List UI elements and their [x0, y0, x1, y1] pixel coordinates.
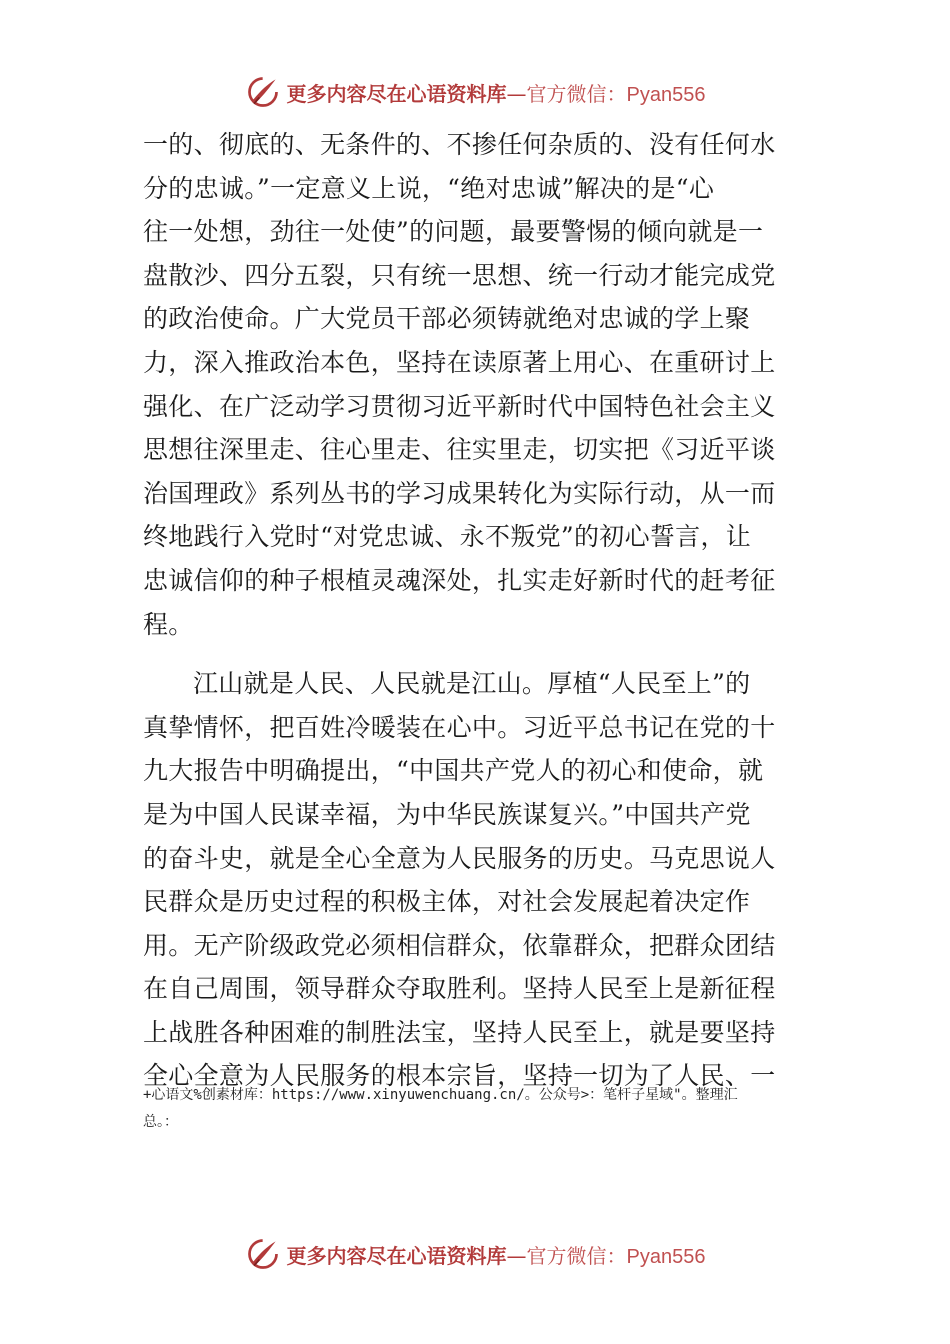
paragraph-gap	[143, 646, 793, 662]
text-line: 分的忠诚。”一定意义上说，“绝对忠诚”解决的是“心	[143, 173, 715, 203]
header-wechat-text: 官方微信：Pyan556	[526, 83, 706, 106]
text-line: 强化、在广泛动学习贯彻习近平新时代中国特色社会主义	[143, 391, 776, 421]
text-line: 民群众是历史过程的积极主体，对社会发展起着决定作	[143, 887, 751, 917]
header-separator: —	[506, 81, 527, 106]
quill-logo-icon	[245, 74, 281, 110]
text-line: 九大报告中明确提出，“中国共产党人的初心和使命，就	[143, 756, 764, 786]
footer-separator: —	[506, 1243, 527, 1268]
footnote	[143, 1082, 823, 1136]
header-brand-text: 更多内容尽在心语资料库	[286, 81, 507, 106]
text-line: 是为中国人民谋幸福，为中华民族谋复兴。”中国共产党	[143, 799, 751, 829]
quill-logo-icon	[245, 1236, 281, 1272]
text-line: 治国理政》系列丛书的学习成果转化为实际行动，从一而	[143, 478, 776, 508]
text-line: 往一处想，劲往一处使”的问题，最要警惕的倾向就是一	[143, 217, 764, 247]
text-line: 真挚情怀，把百姓冷暖装在心中。习近平总书记在党的十	[143, 712, 776, 742]
text-line: 力，深入推政治本色，坚持在读原著上用心、在重研讨上	[143, 347, 776, 377]
text-line: 思想往深里走、往心里走、往实里走，切实把《习近平谈	[143, 435, 776, 465]
footnote-line: 总。：	[143, 1114, 178, 1130]
text-line: 一的、彻底的、无条件的、不掺任何杂质的、没有任何水	[143, 130, 776, 159]
document-body	[143, 123, 793, 1098]
paragraph-1	[143, 123, 793, 646]
text-line: 的政治使命。广大党员干部必须铸就绝对忠诚的学上聚	[143, 304, 751, 334]
footer-banner	[0, 1234, 950, 1274]
text-line: 终地践行入党时“对党忠诚、永不叛党”的初心誓言，让	[143, 522, 752, 552]
text-line: 的奋斗史，就是全心全意为人民服务的历史。马克思说人	[143, 843, 776, 873]
paragraph-2	[143, 662, 793, 1098]
header-banner-text	[287, 78, 706, 107]
text-line: 上战胜各种困难的制胜法宝，坚持人民至上，就是要坚持	[143, 1017, 776, 1047]
text-line: 江山就是人民、人民就是江山。厚植“人民至上”的	[193, 669, 751, 699]
text-line: 全心全意为人民服务的根本宗旨，坚持一切为了人民、一	[143, 1061, 776, 1091]
footer-banner-text	[287, 1240, 706, 1269]
footnote-line: +心语文%创素材库：https://www.xinyuwenchuang.cn/。公众号>：笔杆子星域"。整理汇	[143, 1087, 738, 1103]
text-line: 忠诚信仰的种子根植灵魂深处，扎实走好新时代的赶考征	[143, 565, 776, 595]
text-line: 盘散沙、四分五裂，只有统一思想、统一行动才能完成党	[143, 260, 776, 290]
footer-brand-text: 更多内容尽在心语资料库	[286, 1243, 507, 1268]
text-line: 在自己周围，领导群众夺取胜利。坚持人民至上是新征程	[143, 974, 776, 1004]
footer-wechat-text: 官方微信：Pyan556	[526, 1245, 706, 1268]
text-line: 用。无产阶级政党必须相信群众，依靠群众，把群众团结	[143, 930, 776, 960]
header-banner	[0, 72, 950, 112]
text-line: 程。	[143, 609, 194, 639]
